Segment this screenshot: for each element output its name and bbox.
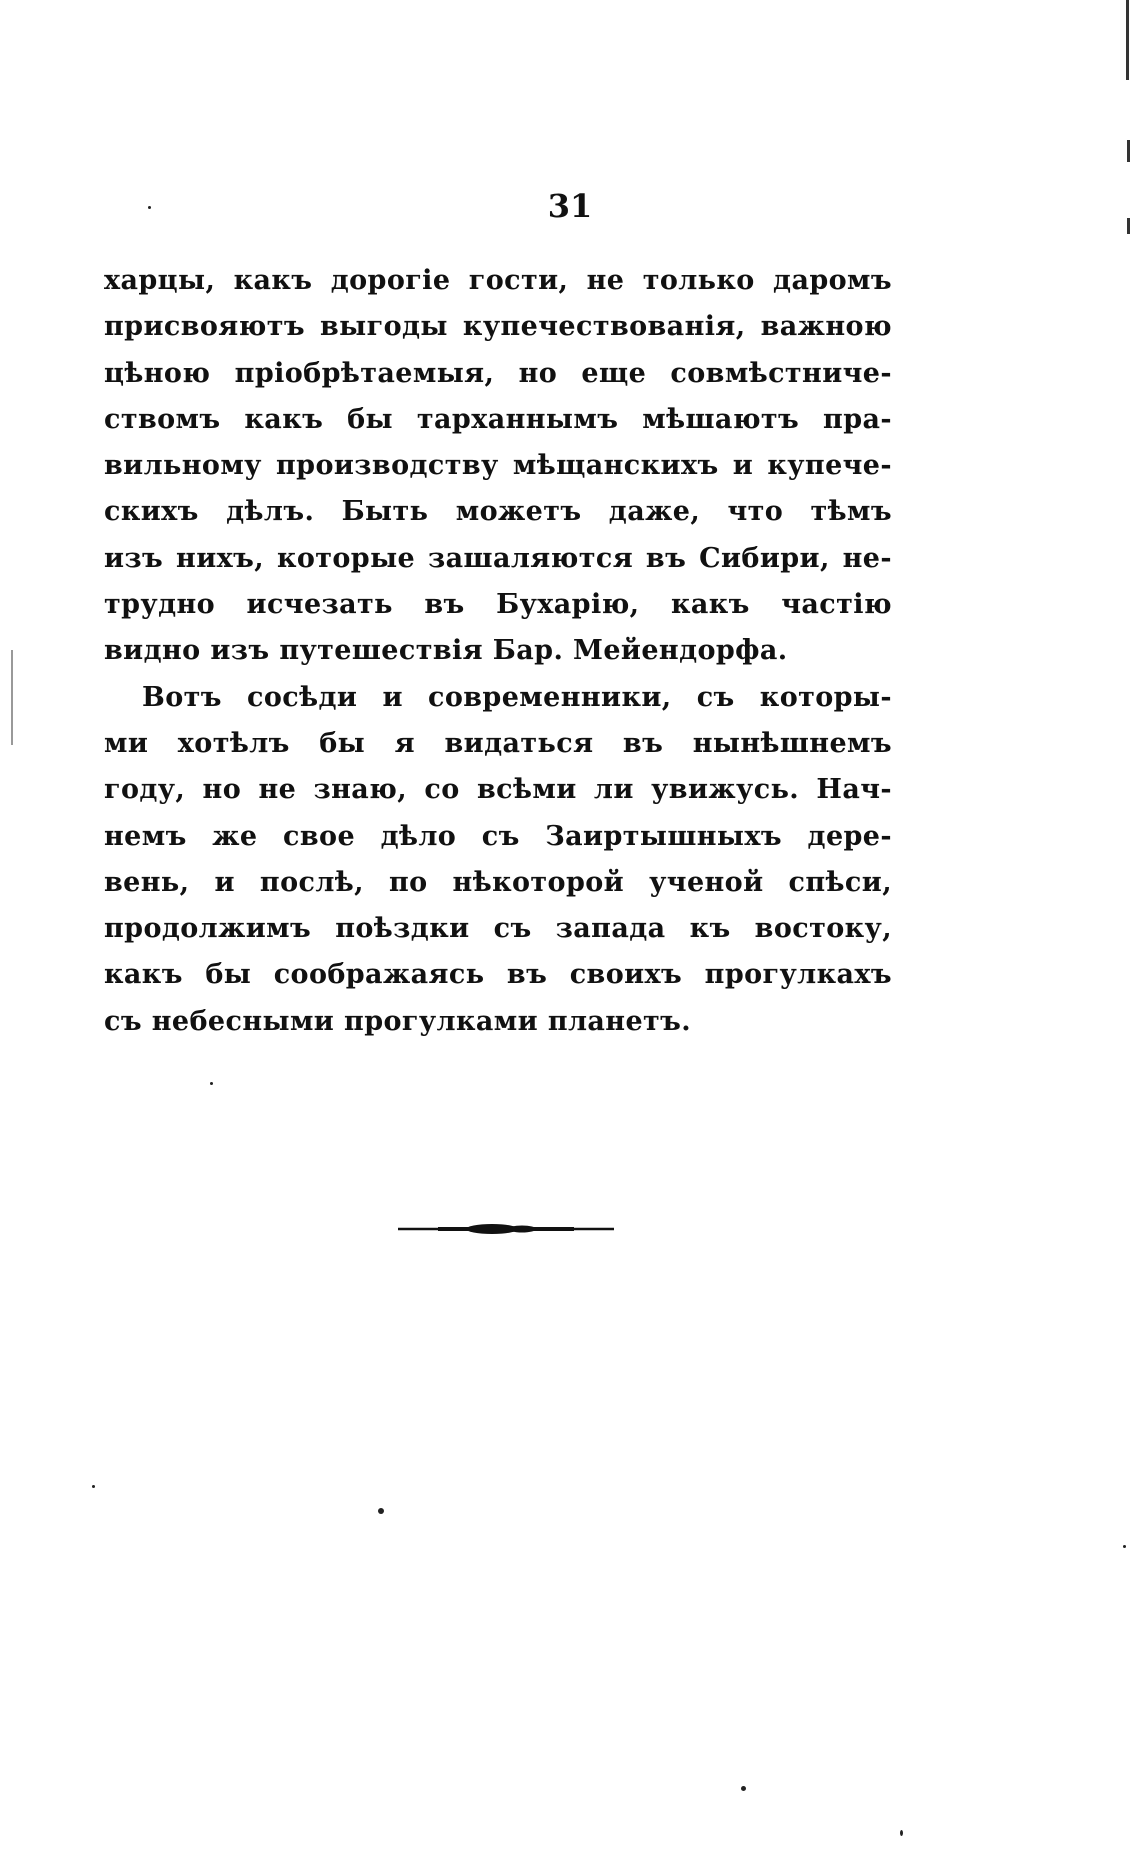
text-line: продолжимъ поѣздки съ запада къ востоку, xyxy=(104,913,892,945)
scan-speck xyxy=(148,206,151,209)
text-line: немъ же свое дѣло съ Заиртышныхъ дере- xyxy=(104,820,892,852)
text-line: трудно исчезать въ Бухарію, какъ частію xyxy=(104,589,892,621)
text-line: цѣною пріобрѣтаемыя, но еще совмѣстниче- xyxy=(104,357,892,389)
scan-edge-mark xyxy=(11,650,13,745)
text-line: ми хотѣлъ бы я видаться въ нынѣшнемъ xyxy=(104,727,892,759)
text-line: году, но не знаю, со всѣми ли увижусь. Нач- xyxy=(104,774,892,806)
text-line: вильному производству мѣщанскихъ и купече- xyxy=(104,450,892,482)
text-line: вень, и послѣ, по нѣкоторой ученой спѣси, xyxy=(104,866,892,898)
text-line: изъ нихъ, которые зашаляются въ Сибири, не- xyxy=(104,542,892,574)
scan-speck xyxy=(92,1485,95,1488)
scan-speck xyxy=(378,1508,384,1514)
scan-speck xyxy=(210,1082,213,1085)
scan-edge-mark xyxy=(1126,0,1129,80)
text-line: ствомъ какъ бы тарханнымъ мѣшаютъ пра- xyxy=(104,403,892,435)
scan-speck xyxy=(1123,1545,1126,1548)
ornamental-rule xyxy=(398,1221,614,1237)
text-line: присвояютъ выгоды купечествованія, важною xyxy=(104,311,892,343)
scan-speck xyxy=(900,1830,903,1836)
page-number: 31 xyxy=(547,187,593,225)
text-line: съ небесными прогулками планетъ. xyxy=(104,1005,692,1037)
scan-edge-mark xyxy=(1127,218,1130,234)
text-line: харцы, какъ дорогіе гости, не только даромъ xyxy=(104,265,892,296)
scan-edge-mark xyxy=(1127,140,1130,162)
text-line: какъ бы соображаясь въ своихъ прогулкахъ xyxy=(104,959,892,991)
text-line: видно изъ путешествія Бар. Мейендорфа. xyxy=(104,635,788,667)
body-text xyxy=(104,258,892,1045)
text-line: скихъ дѣлъ. Быть можетъ даже, что тѣмъ xyxy=(104,496,892,528)
text-line: Вотъ сосѣди и современники, съ которы- xyxy=(142,681,892,713)
scan-speck xyxy=(741,1786,746,1791)
